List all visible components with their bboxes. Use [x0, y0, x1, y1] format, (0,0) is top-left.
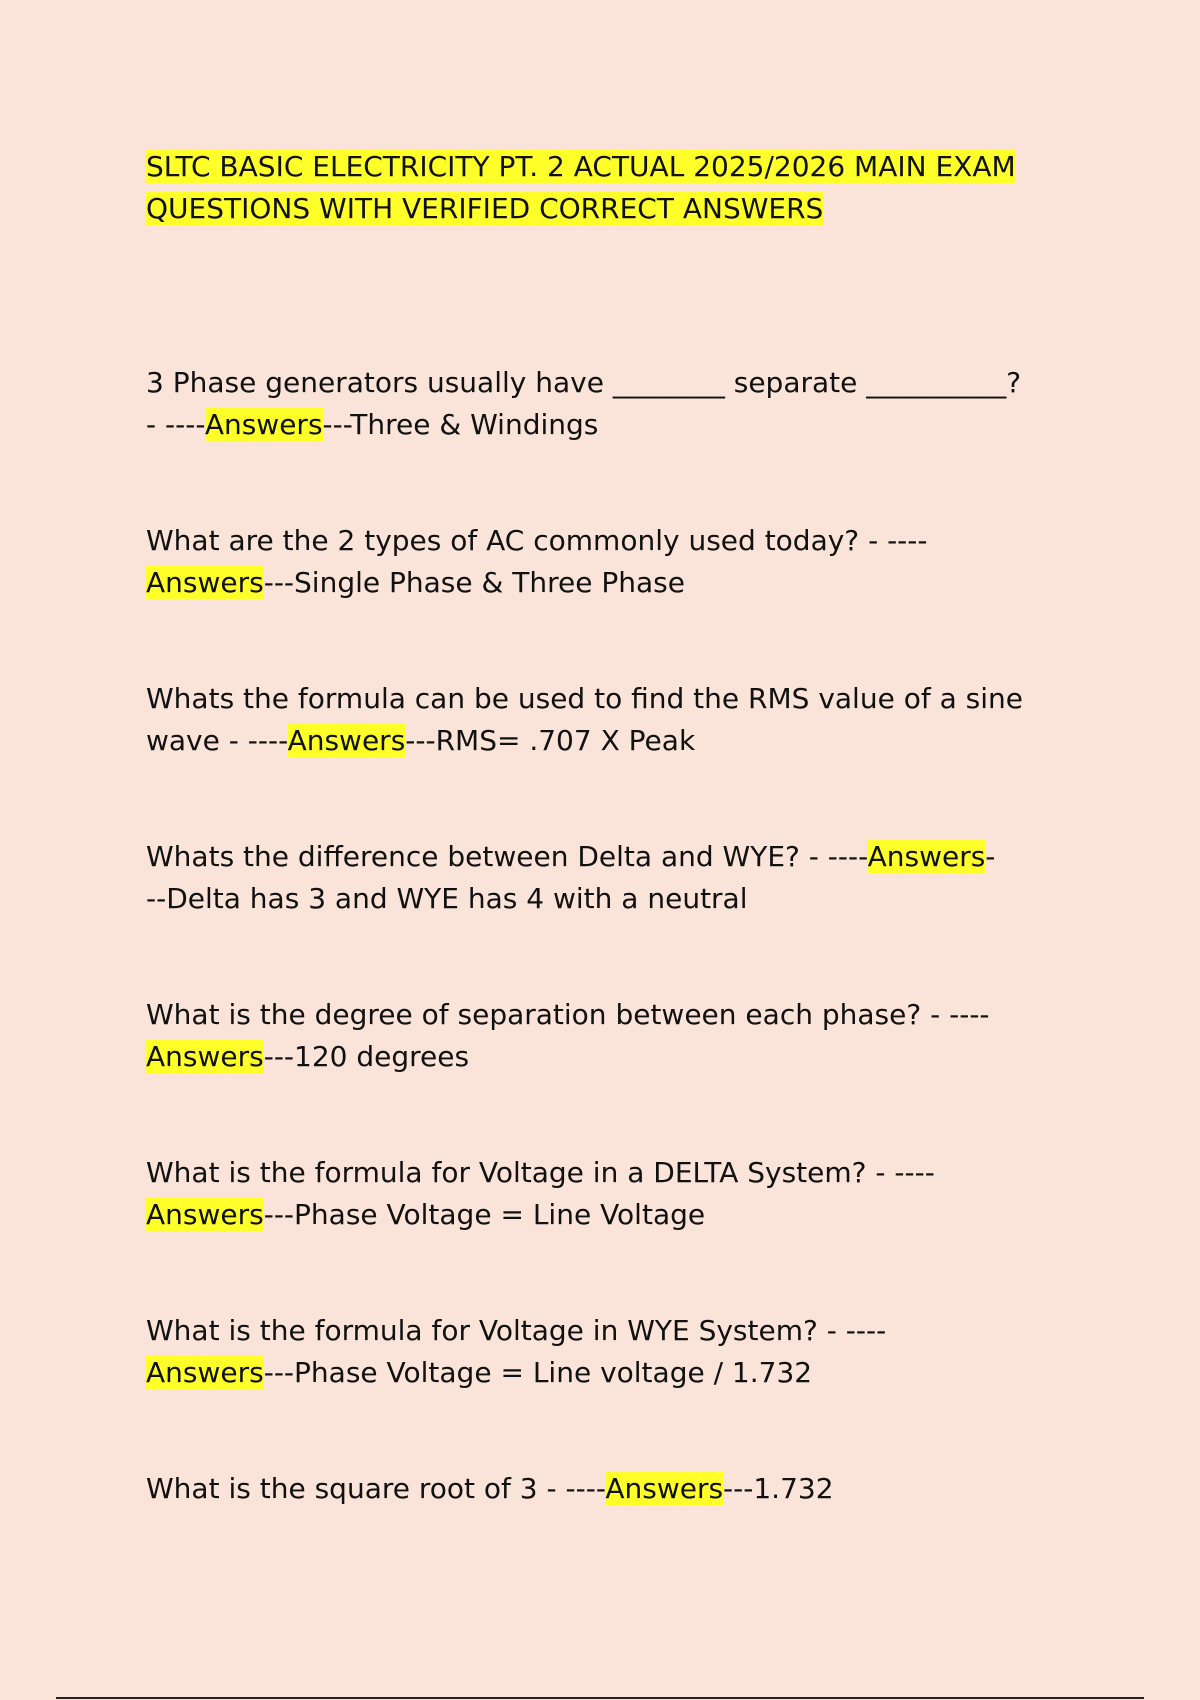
question-text: Whats the difference between Delta and WYE? - ---- — [146, 840, 868, 873]
answer-keyword: Answers — [146, 1040, 264, 1073]
answer-text: ---120 degrees — [263, 1040, 470, 1073]
question-text: 3 Phase generators usually have ________ separate __________? — [146, 366, 1022, 399]
answer-text-continued: --Delta has 3 and WYE has 4 with a neutral — [146, 882, 748, 915]
answer-keyword: Answers — [204, 408, 323, 441]
title-line-2: QUESTIONS WITH VERIFIED CORRECT ANSWERS — [146, 192, 824, 225]
answer-separator: - ---- — [146, 408, 205, 441]
qa-item-3 — [146, 678, 1066, 762]
question-text: What are the 2 types of AC commonly used today? - ---- — [146, 524, 928, 557]
answer-separator: wave - ---- — [146, 724, 288, 757]
qa-item-5 — [146, 994, 1066, 1078]
question-text: What is the formula for Voltage in a DELTA System? - ---- — [146, 1156, 935, 1189]
qa-item-1 — [146, 362, 1066, 446]
answer-keyword: Answers — [146, 566, 264, 599]
answer-text: ---Three & Windings — [322, 408, 599, 441]
answer-text: ---RMS= .707 X Peak — [405, 724, 696, 757]
question-text: What is the square root of 3 - ---- — [146, 1472, 606, 1505]
question-text: What is the degree of separation between each phase? - ---- — [146, 998, 990, 1031]
document-page — [146, 146, 1066, 1505]
bottom-divider — [56, 1697, 1144, 1699]
answer-text: ---Phase Voltage = Line voltage / 1.732 — [263, 1356, 813, 1389]
question-text: What is the formula for Voltage in WYE System? - ---- — [146, 1314, 887, 1347]
answer-text: ---Phase Voltage = Line Voltage — [263, 1198, 706, 1231]
question-text: Whats the formula can be used to find the RMS value of a sine — [146, 682, 1023, 715]
qa-item-7 — [146, 1310, 1066, 1394]
qa-item-8 — [146, 1468, 1066, 1510]
answer-keyword: Answers — [287, 724, 406, 757]
answer-keyword: Answers — [605, 1472, 724, 1505]
qa-item-2 — [146, 520, 1066, 604]
answer-text: ---1.732 — [723, 1472, 834, 1505]
answer-text: ---Single Phase & Three Phase — [263, 566, 685, 599]
answer-keyword: Answers — [867, 840, 986, 873]
answer-keyword: Answers — [146, 1356, 264, 1389]
qa-item-6 — [146, 1152, 1066, 1236]
title-line-1: SLTC BASIC ELECTRICITY PT. 2 ACTUAL 2025/2026 MAIN EXAM — [146, 150, 1016, 183]
answer-text: - — [985, 840, 996, 873]
document-title — [146, 146, 1066, 230]
answer-keyword: Answers — [146, 1198, 264, 1231]
qa-item-4 — [146, 836, 1066, 920]
